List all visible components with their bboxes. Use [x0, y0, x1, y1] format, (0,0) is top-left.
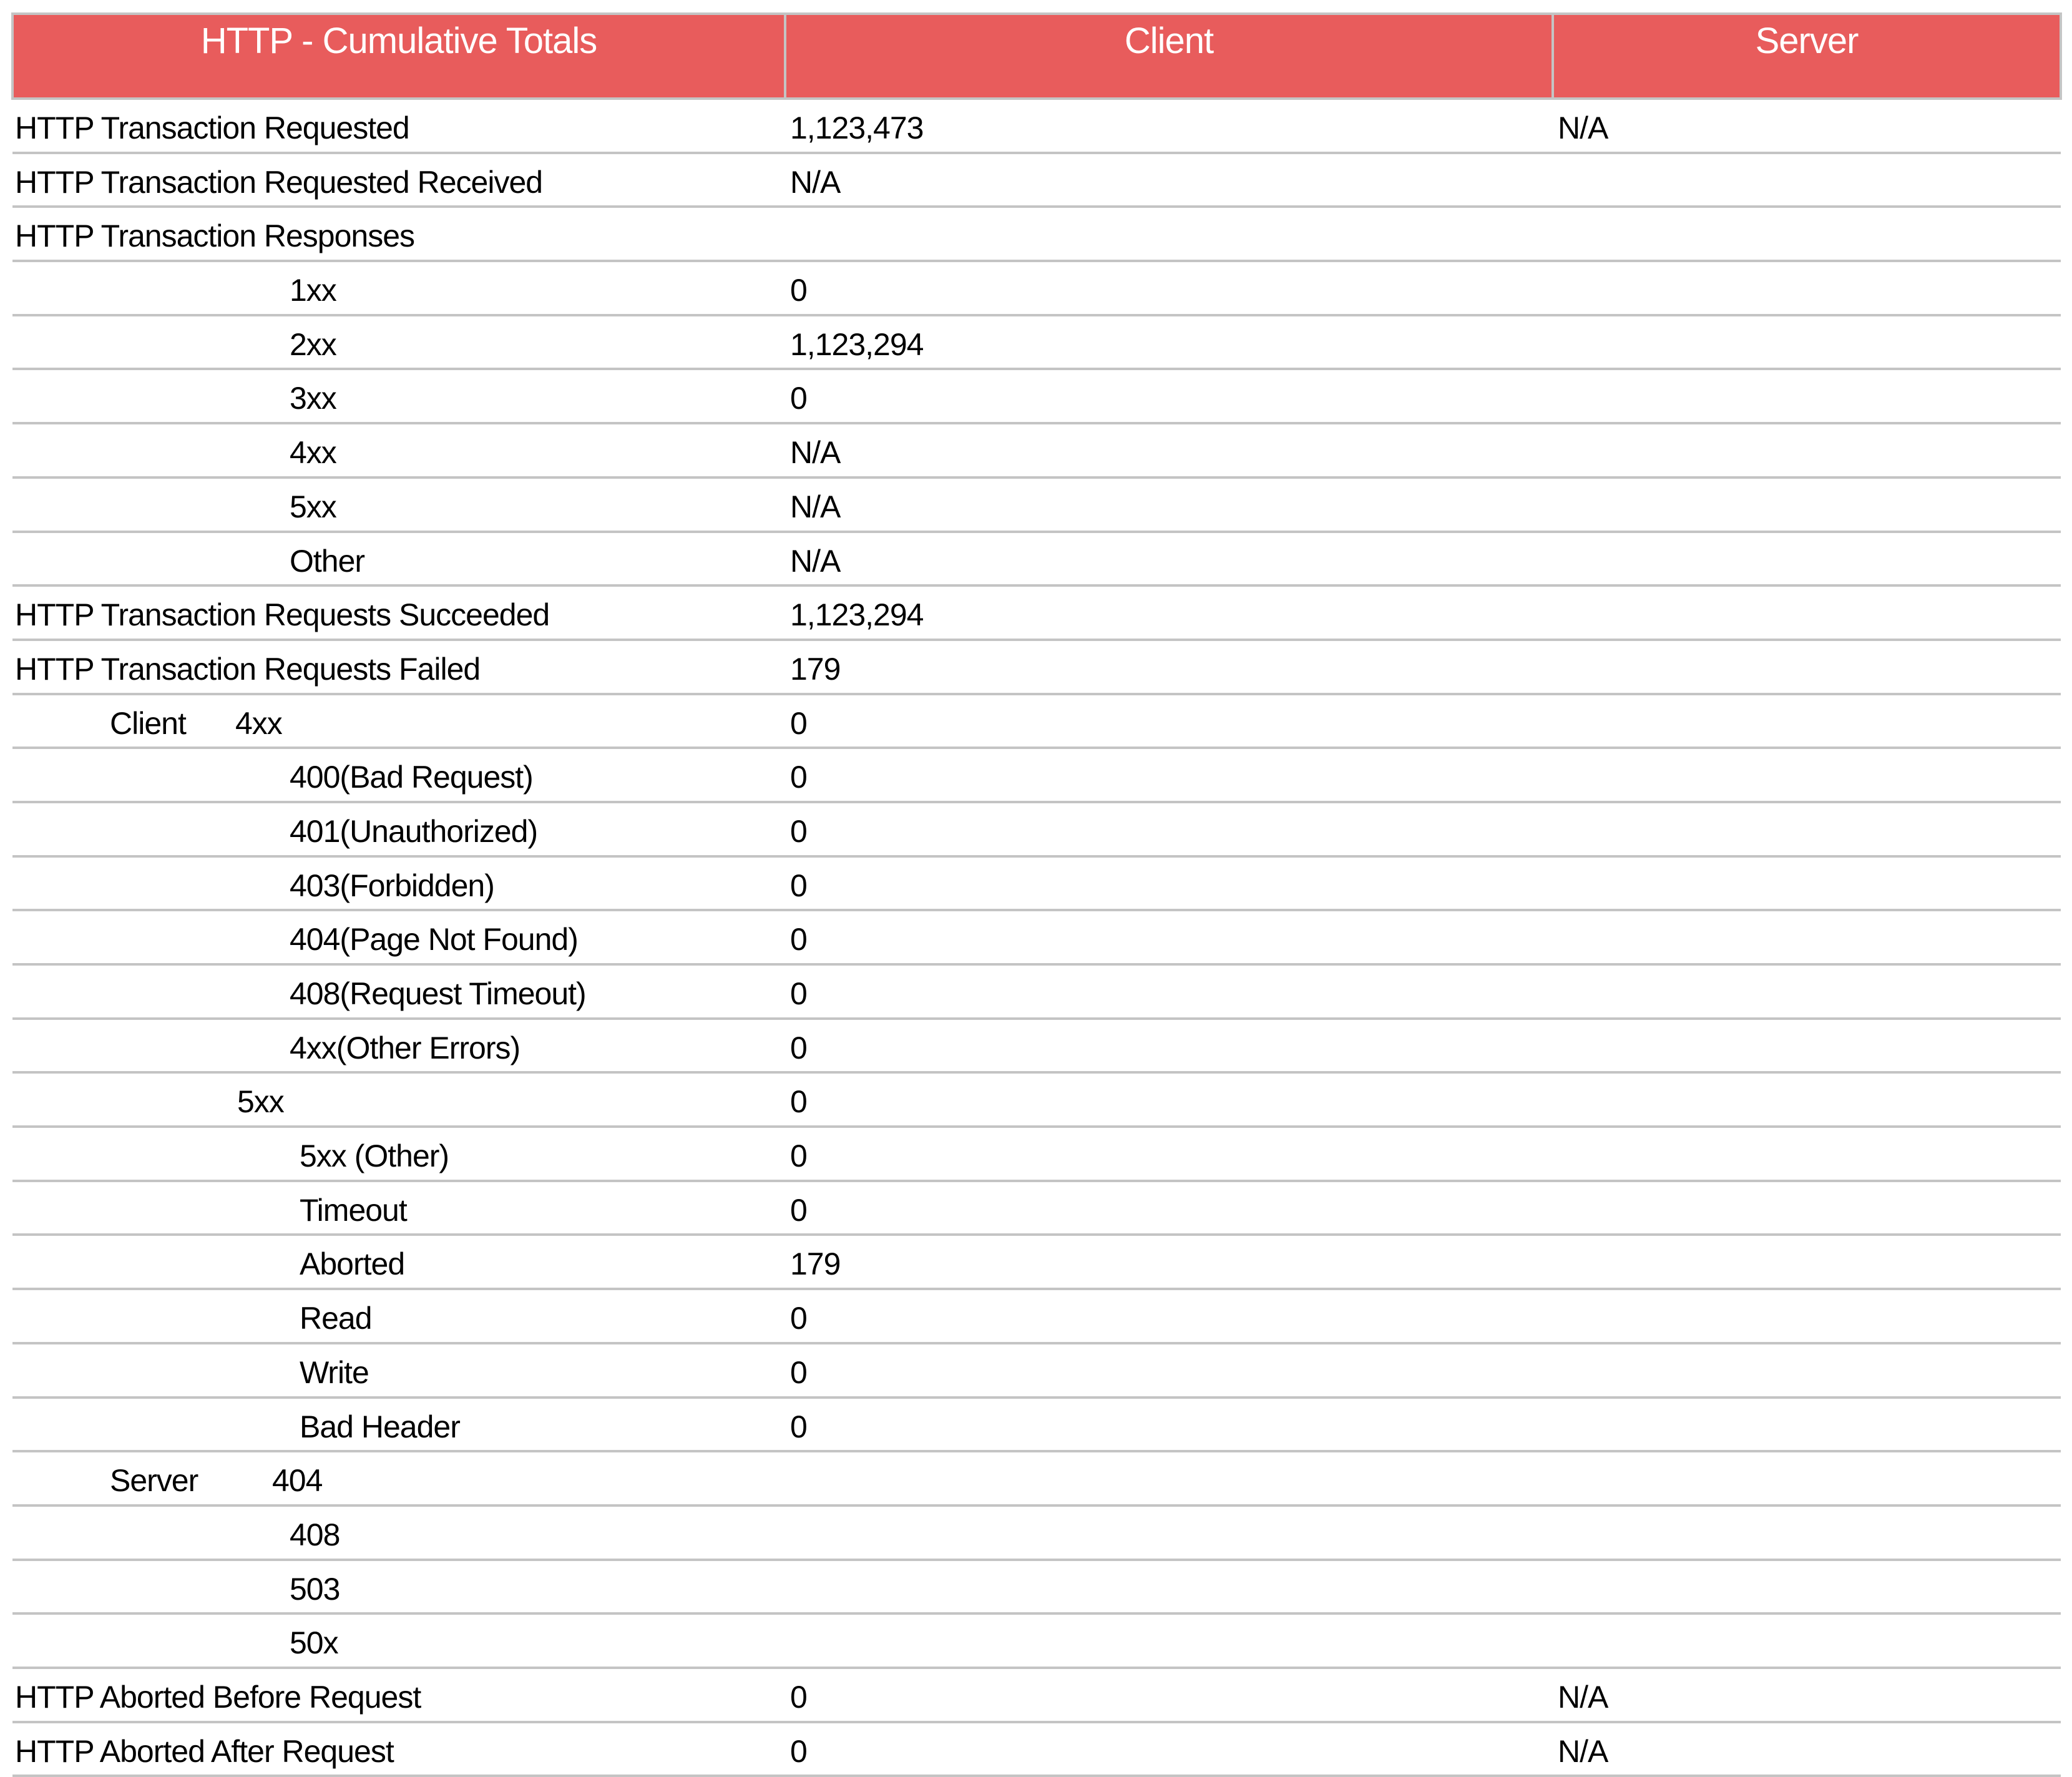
row-label-cell — [12, 369, 785, 423]
client-value: 1,123,294 — [785, 585, 1553, 640]
row-label-cell — [12, 1668, 785, 1722]
client-value: 1,123,473 — [785, 99, 1553, 153]
client-value — [785, 1451, 1553, 1505]
server-value — [1553, 585, 2061, 640]
row-label-cell — [12, 1722, 785, 1776]
server-value — [1553, 1235, 2061, 1289]
row-label: Other — [290, 543, 365, 579]
client-value: 0 — [785, 1019, 1553, 1073]
row-label-cell — [12, 1505, 785, 1560]
client-value: 0 — [785, 369, 1553, 423]
row-label-cell — [12, 315, 785, 370]
client-value: 179 — [785, 1235, 1553, 1289]
row-label-cell — [12, 423, 785, 477]
http-cumulative-totals-table — [11, 12, 2062, 1777]
server-value — [1553, 477, 2061, 532]
column-header-metric: HTTP - Cumulative Totals — [12, 14, 785, 99]
row-label: 3xx — [290, 381, 336, 416]
row-label-cell — [12, 1289, 785, 1343]
server-value — [1553, 1343, 2061, 1398]
row-label: 404 — [272, 1463, 323, 1499]
table-row — [12, 261, 2061, 315]
row-label: 5xx — [237, 1084, 284, 1120]
row-label-cell — [12, 1343, 785, 1398]
client-value: 0 — [785, 910, 1553, 964]
row-label-cell — [12, 694, 785, 748]
row-label: 50x — [290, 1625, 338, 1661]
row-label: 4xx — [235, 705, 282, 741]
table-row — [12, 1668, 2061, 1722]
client-value: 0 — [785, 1398, 1553, 1452]
client-value: 0 — [785, 856, 1553, 911]
row-label: 400(Bad Request) — [290, 760, 533, 795]
row-label-cell — [12, 1613, 785, 1668]
client-value: N/A — [785, 532, 1553, 586]
table-row — [12, 153, 2061, 207]
row-label: 503 — [290, 1571, 340, 1607]
server-value — [1553, 532, 2061, 586]
row-label: Aborted — [300, 1246, 405, 1282]
table-row — [12, 1505, 2061, 1560]
column-header-server: Server — [1553, 14, 2061, 99]
client-value: N/A — [785, 477, 1553, 532]
server-value — [1553, 423, 2061, 477]
table-row — [12, 1613, 2061, 1668]
row-label-cell — [12, 1181, 785, 1235]
server-value — [1553, 1181, 2061, 1235]
table-row — [12, 910, 2061, 964]
row-label-cell — [12, 532, 785, 586]
row-label: Write — [300, 1354, 369, 1390]
server-value — [1553, 1613, 2061, 1668]
row-label-cell — [12, 477, 785, 532]
client-value — [785, 207, 1553, 261]
row-label: HTTP Transaction Requests Failed — [15, 651, 481, 687]
row-label: 5xx (Other) — [300, 1138, 449, 1174]
server-value — [1553, 1398, 2061, 1452]
client-value — [785, 1613, 1553, 1668]
row-label-cell — [12, 802, 785, 856]
table-header-row — [12, 14, 2061, 99]
row-label-cell — [12, 261, 785, 315]
table-row — [12, 1235, 2061, 1289]
server-value — [1553, 261, 2061, 315]
row-label: 4xx — [290, 435, 336, 471]
table-row — [12, 856, 2061, 911]
client-value: 1,123,294 — [785, 315, 1553, 370]
row-label-cell — [12, 207, 785, 261]
server-value — [1553, 1451, 2061, 1505]
server-value — [1553, 1505, 2061, 1560]
table-row — [12, 369, 2061, 423]
row-label-cell — [12, 910, 785, 964]
table-row — [12, 1343, 2061, 1398]
table-row — [12, 99, 2061, 153]
row-label: Timeout — [300, 1192, 407, 1228]
server-value — [1553, 153, 2061, 207]
table-row — [12, 1072, 2061, 1127]
table-row — [12, 207, 2061, 261]
table-row — [12, 1398, 2061, 1452]
row-label-cell — [12, 748, 785, 802]
row-label: HTTP Aborted After Request — [15, 1733, 394, 1769]
client-value: 0 — [785, 802, 1553, 856]
table-row — [12, 315, 2061, 370]
group-label: Client — [110, 705, 186, 741]
client-value: 0 — [785, 964, 1553, 1019]
server-value — [1553, 640, 2061, 694]
row-label-cell — [12, 964, 785, 1019]
server-value: N/A — [1553, 1668, 2061, 1722]
client-value: 0 — [785, 1343, 1553, 1398]
row-label: 408(Request Timeout) — [290, 976, 586, 1011]
server-value — [1553, 207, 2061, 261]
row-label: Read — [300, 1301, 372, 1336]
row-label-cell — [12, 1235, 785, 1289]
table-row — [12, 1019, 2061, 1073]
row-label: 404(Page Not Found) — [290, 922, 578, 957]
client-value: 0 — [785, 1722, 1553, 1776]
row-label-cell — [12, 1072, 785, 1127]
row-label-cell — [12, 640, 785, 694]
server-value — [1553, 748, 2061, 802]
client-value — [785, 1560, 1553, 1614]
row-label: 408 — [290, 1517, 340, 1552]
row-label: HTTP Transaction Requests Succeeded — [15, 597, 550, 633]
table-row — [12, 1722, 2061, 1776]
client-value: 0 — [785, 694, 1553, 748]
client-value: 0 — [785, 261, 1553, 315]
table-row — [12, 532, 2061, 586]
group-label: Server — [110, 1463, 198, 1499]
table-row — [12, 964, 2061, 1019]
server-value — [1553, 694, 2061, 748]
table-row — [12, 585, 2061, 640]
row-label: HTTP Transaction Requested — [15, 110, 409, 145]
row-label: HTTP Transaction Responses — [15, 218, 415, 254]
row-label: Bad Header — [300, 1409, 460, 1444]
client-value: 0 — [785, 1668, 1553, 1722]
table-row — [12, 1181, 2061, 1235]
table-row — [12, 1451, 2061, 1505]
server-value — [1553, 315, 2061, 370]
row-label-cell — [12, 1398, 785, 1452]
server-value — [1553, 369, 2061, 423]
server-value — [1553, 910, 2061, 964]
table-row — [12, 694, 2061, 748]
server-value — [1553, 802, 2061, 856]
row-label: HTTP Aborted Before Request — [15, 1679, 421, 1715]
row-label-cell — [12, 856, 785, 911]
table-row — [12, 1289, 2061, 1343]
client-value: N/A — [785, 153, 1553, 207]
server-value — [1553, 1072, 2061, 1127]
row-group — [15, 1463, 323, 1499]
client-value: N/A — [785, 423, 1553, 477]
client-value: 0 — [785, 1127, 1553, 1181]
row-label: 5xx — [290, 489, 336, 524]
row-label: 2xx — [290, 326, 336, 362]
client-value — [785, 1505, 1553, 1560]
table-row — [12, 1127, 2061, 1181]
table-row — [12, 423, 2061, 477]
row-group — [15, 705, 282, 741]
client-value: 0 — [785, 1289, 1553, 1343]
server-value — [1553, 1560, 2061, 1614]
table-row — [12, 802, 2061, 856]
server-value — [1553, 1019, 2061, 1073]
server-value — [1553, 1127, 2061, 1181]
row-label-cell — [12, 1127, 785, 1181]
client-value: 179 — [785, 640, 1553, 694]
row-label-cell — [12, 153, 785, 207]
column-header-client: Client — [785, 14, 1553, 99]
server-value — [1553, 1289, 2061, 1343]
row-label-cell — [12, 99, 785, 153]
row-label: 1xx — [290, 273, 336, 308]
client-value: 0 — [785, 1072, 1553, 1127]
client-value: 0 — [785, 1181, 1553, 1235]
row-label: HTTP Transaction Requested Received — [15, 164, 543, 200]
row-label-cell — [12, 1560, 785, 1614]
row-label-cell — [12, 1019, 785, 1073]
row-label: 403(Forbidden) — [290, 868, 494, 903]
row-label: 4xx(Other Errors) — [290, 1030, 520, 1065]
table-row — [12, 640, 2061, 694]
table-row — [12, 748, 2061, 802]
client-value: 0 — [785, 748, 1553, 802]
row-label-cell — [12, 1451, 785, 1505]
server-value: N/A — [1553, 1722, 2061, 1776]
row-label: 401(Unauthorized) — [290, 813, 538, 849]
table-row — [12, 477, 2061, 532]
server-value — [1553, 856, 2061, 911]
server-value — [1553, 964, 2061, 1019]
server-value: N/A — [1553, 99, 2061, 153]
row-label-cell — [12, 585, 785, 640]
table-row — [12, 1560, 2061, 1614]
